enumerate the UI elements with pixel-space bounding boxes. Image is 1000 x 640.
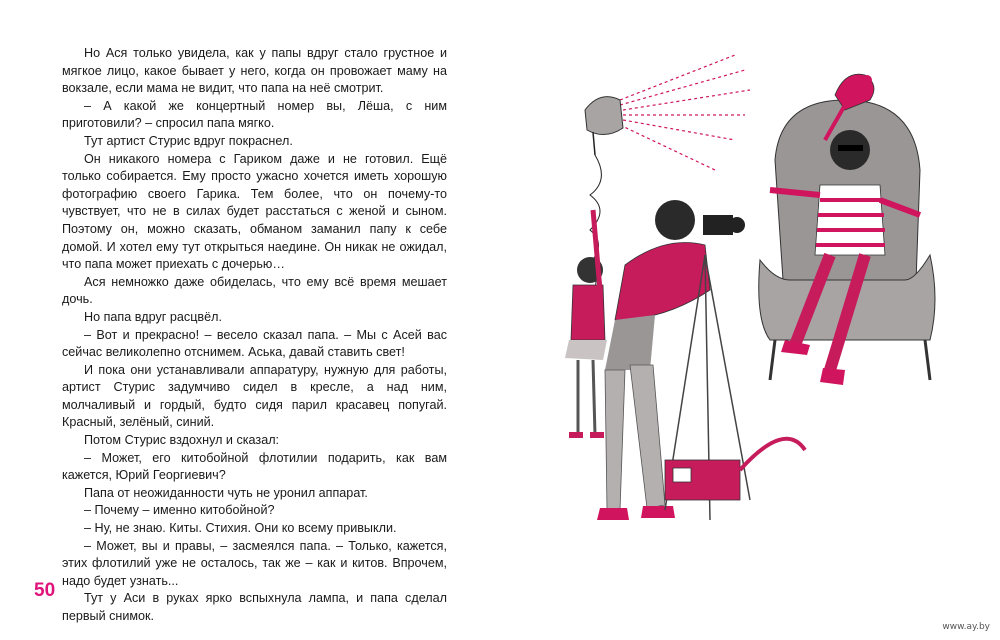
watermark: www.ay.by	[942, 622, 990, 632]
paragraph: Тут у Аси в руках ярко вспыхнула лампа, и папа сделал первый снимок.	[62, 591, 447, 623]
story-text	[62, 45, 447, 626]
photo-session-illustration	[545, 40, 985, 560]
paragraph: И пока они устанавливали аппаратуру, нужную для работы, артист Стурис задумчиво сидел в кресле, а над ним, молчаливый и гордый, будто сидя парил красавец попугай. Красный, зелёный, синий.	[62, 362, 447, 430]
page-number: 50	[34, 580, 56, 601]
paragraph: – Может, вы и правы, – засмеялся папа. – Только, кажется, этих флотилий уже не осталось, так же – как и китов. Впрочем, надо будет узнать...	[62, 538, 447, 588]
paragraph: Тут артист Стурис вдруг покраснел.	[84, 133, 293, 148]
paragraph: Он никакого номера с Гариком даже и не готовил. Ещё только собирается. Ему просто ужасно хочется иметь хорошую фотографию своего Гарика. Тем более, что он почему-то чувствует, что не в силах будет расстаться с женой и сыном. Поэтому он, можно сказать, обманом заманил папу к себе домой. И хотел ему тут открыться наедине. Он никак не ожидал, что папа может приехать с дочерью…	[62, 151, 447, 272]
paragraph: – Вот и прекрасно! – весело сказал папа. – Мы с Асей вас сейчас великолепно отснимем. Аська, давай ставить свет!	[62, 327, 447, 360]
light-rays	[620, 55, 750, 170]
paragraph: – Может, его китобойной флотилии подарить, как вам кажется, Юрий Георгиевич?	[62, 450, 447, 483]
paragraph: – Почему – именно китобойной?	[84, 503, 275, 518]
paragraph: – Ну, не знаю. Киты. Стихия. Они ко всему привыкли.	[84, 521, 397, 536]
paragraph: – А какой же концертный номер вы, Лёша, с ним приготовили? – спросил папа мягко.	[62, 98, 447, 131]
girl-asya	[565, 210, 607, 438]
camera-bag	[665, 439, 805, 500]
paragraph: Потом Стурис вздохнул и сказал:	[84, 433, 280, 448]
paragraph: Папа от неожиданности чуть не уронил аппарат.	[84, 485, 368, 500]
paragraph: Но Ася только увидела, как у папы вдруг стало грустное и мягкое лицо, какое бывает у него, когда он провожает маму на вокзале, если мама не видит, что папа на неё смотрит.	[62, 46, 447, 96]
paragraph: Ася немножко даже обиделась, что ему всё время мешает дочь.	[62, 274, 447, 307]
paragraph: Но папа вдруг расцвёл.	[84, 309, 222, 324]
